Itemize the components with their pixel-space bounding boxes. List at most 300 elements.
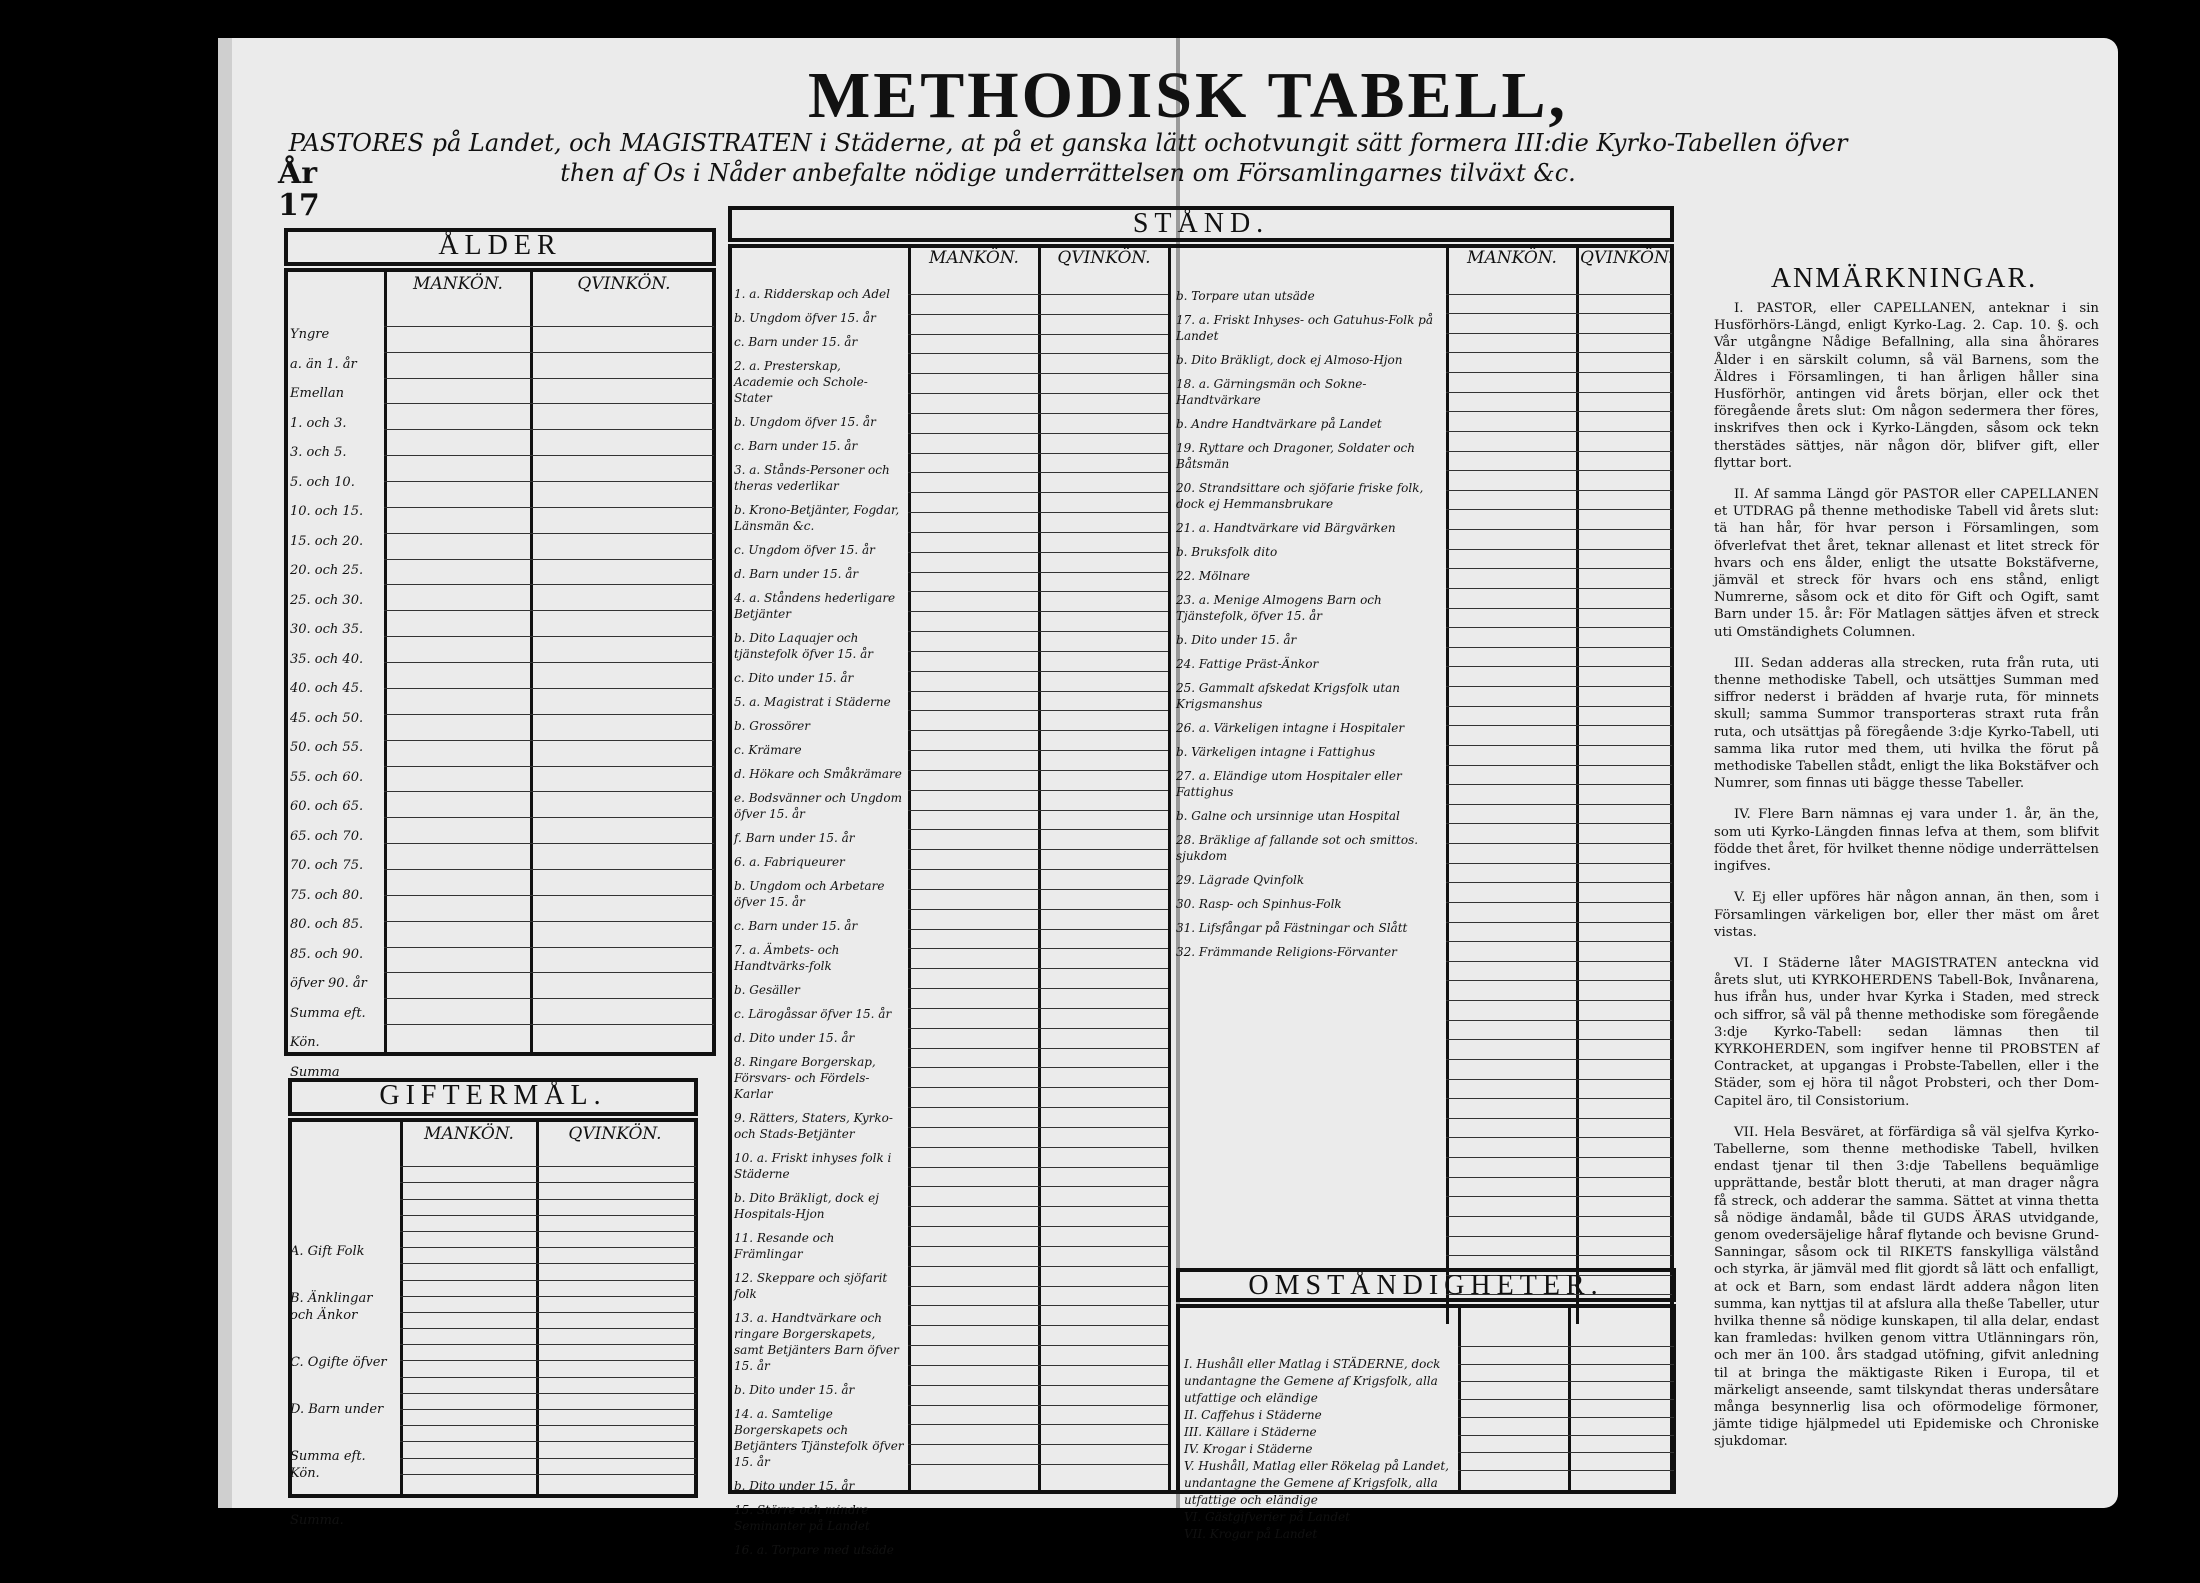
stand-row-label: 7. a. Ämbets- och Handtvärks-folk xyxy=(734,943,840,973)
grid-line xyxy=(384,714,714,715)
stand-row-label: 1. a. Ridderskap och Adel xyxy=(734,287,890,301)
stand-row-label: c. Krämare xyxy=(734,743,802,757)
gifte-row-label: Summa eft. Kön. xyxy=(290,1449,366,1481)
grid-line xyxy=(1446,1137,1672,1138)
grid-line xyxy=(400,1474,696,1475)
grid-line xyxy=(1458,1381,1674,1382)
grid-line xyxy=(400,1231,696,1232)
alder-row-label: öfver 90. år xyxy=(290,976,367,991)
page-edge xyxy=(218,38,232,1508)
grid-line xyxy=(1446,608,1672,609)
grid-line xyxy=(384,972,714,973)
grid-line xyxy=(384,662,714,663)
grid-line xyxy=(908,393,1168,394)
grid-line xyxy=(908,750,1168,751)
document-page xyxy=(218,38,2118,1557)
grid-line xyxy=(1446,490,1672,491)
alder-col-male: MANKÖN. xyxy=(413,274,503,294)
stand-row-label: 13. a. Handtvärkare och ringare Borgerskapets, samt Betjänters Barn öfver 15. år xyxy=(734,1311,899,1373)
grid-line xyxy=(400,1247,696,1248)
alder-row-label: 10. och 15. xyxy=(290,504,364,519)
grid-line xyxy=(1446,666,1672,667)
gifte-col-female: QVINKÖN. xyxy=(568,1124,662,1144)
gifte-row-label: C. Ogifte öfver xyxy=(290,1355,387,1370)
stand-col-female-left: QVINKÖN. xyxy=(1057,248,1151,268)
grid-line xyxy=(1446,941,1672,942)
grid-line xyxy=(908,453,1168,454)
grid-line xyxy=(1446,392,1672,393)
stand-row-label: b. Värkeligen intagne i Fattighus xyxy=(1176,745,1376,759)
grid-line xyxy=(908,849,1168,850)
omst-row-label: III. Källare i Städerne xyxy=(1184,1425,1317,1439)
grid-line xyxy=(1458,1435,1674,1436)
stand-row-label: 32. Främmande Religions-Förvanter xyxy=(1176,945,1397,959)
grid-line xyxy=(1446,647,1672,648)
grid-line xyxy=(908,1385,1168,1386)
grid-line xyxy=(384,869,714,870)
grid-line xyxy=(1446,863,1672,864)
stand-row-label: 10. a. Friskt inhyses folk i Städerne xyxy=(734,1151,892,1181)
grid-line xyxy=(908,1305,1168,1306)
stand-row-label: 29. Lägrade Qvinfolk xyxy=(1176,873,1305,887)
note-paragraph: II. Af samma Längd gör PASTOR eller CAPELLANEN et UTDRAG på thenne methodiske Tabell vid årets slut: tä han hår, för hvar person i Församlingen, som öfverlefvat thet året, teknar allenast et litet streck för hvars och ens ålder, enligt the utsatte Bokstäfverne, jämväl et streck för hvars och ens stånd, enligt Numrerne, såsom ock et dito för Gift och Ogift, samt Barn under 15. år: För Matlagen sättjes äfven et streck uti Omständighets Columnen. xyxy=(1714,487,2099,640)
gifte-grid xyxy=(400,1150,696,1490)
grid-line xyxy=(908,1325,1168,1326)
note-paragraph: I. PASTOR, eller CAPELLANEN, anteknar i sin Husförhörs-Längd, enligt Kyrko-Lag. 2. Cap. 10. §. och Vår utgångne Nådige Befallning, alla sina åhörares Ålder i en särskilt column, så väl Barnens, som the Äldres i Församlingen, ti han årligen håller sina Husförhör, antingen vid årets början, eller ock thet föregående årets slut: Om någon sedermera ther föres, inskrifves then ock i Kyrko-Längden, såsom ock tekn therstädes sättjes, när någon dör, blifver gift, eller flyttar bort. xyxy=(1714,301,2099,471)
stand-row-label: 20. Strandsittare och sjöfarie friske folk, dock ej Hemmansbrukare xyxy=(1176,481,1424,511)
grid-line xyxy=(908,1424,1168,1425)
grid-line xyxy=(908,730,1168,731)
stand-row-label: 2. a. Presterskap, Academie och Schole-Stater xyxy=(734,359,868,405)
stand-row-label: 16. a. Torpare med utsäde xyxy=(734,1543,894,1557)
grid-line xyxy=(908,1127,1168,1128)
grid-line xyxy=(908,512,1168,513)
grid-line xyxy=(1446,470,1672,471)
grid-line xyxy=(1446,1177,1672,1178)
alder-row-label: 35. och 40. xyxy=(290,651,364,667)
grid-line xyxy=(1446,1118,1672,1119)
stand-row-label: d. Hökare och Småkrämare xyxy=(734,767,902,781)
grid-line xyxy=(384,455,714,456)
stand-row-label: c. Lärogåssar öfver 15. år xyxy=(734,1007,892,1021)
grid-line xyxy=(400,1344,696,1345)
grid-line xyxy=(384,481,714,482)
grid-line xyxy=(908,1444,1168,1445)
grid-line xyxy=(908,1226,1168,1227)
grid-line xyxy=(400,1360,696,1361)
alder-row-label: 50. och 55. xyxy=(290,740,364,755)
grid-line xyxy=(1446,706,1672,707)
gifte-row-label: B. Änklingar och Änkor xyxy=(290,1291,373,1323)
grid-line xyxy=(384,403,714,404)
grid-line xyxy=(400,1458,696,1459)
stand-row-label: b. Ungdom öfver 15. år xyxy=(734,311,876,325)
stand-row-label: b. Dito under 15. år xyxy=(734,1479,855,1493)
grid-line xyxy=(1458,1470,1674,1471)
grid-line xyxy=(1446,431,1672,432)
stand-row-label: b. Ungdom öfver 15. år xyxy=(734,415,876,429)
grid-line xyxy=(400,1215,696,1216)
grid-line xyxy=(1446,1236,1672,1237)
grid-line xyxy=(384,740,714,741)
grid-line xyxy=(400,1199,696,1200)
grid-line xyxy=(1446,686,1672,687)
grid-line xyxy=(908,1008,1168,1009)
stand-row-label: 3. a. Stånds-Personer och theras vederlikar xyxy=(734,463,890,493)
stand-grid-right xyxy=(1446,274,1672,1314)
alder-row-label: 15. och 20. xyxy=(290,533,364,549)
grid-line xyxy=(1446,529,1672,530)
grid-line xyxy=(400,1328,696,1329)
grid-line xyxy=(1458,1452,1674,1453)
grid-line xyxy=(908,373,1168,374)
grid-line xyxy=(1446,313,1672,314)
grid-line xyxy=(384,584,714,585)
grid-line xyxy=(384,766,714,767)
year-value: 17 xyxy=(278,188,320,223)
grid-line xyxy=(1446,1196,1672,1197)
grid-line xyxy=(1446,1098,1672,1099)
stand-row-label: 9. Rätters, Staters, Kyrko- och Stads-Betjänter xyxy=(734,1111,893,1141)
grid-line xyxy=(1446,980,1672,981)
grid-line xyxy=(908,314,1168,315)
grid-line xyxy=(1446,627,1672,628)
grid-line xyxy=(1446,549,1672,550)
alder-row-label: 75. och 80. xyxy=(290,887,364,903)
omst-row-label: II. Caffehus i Städerne xyxy=(1184,1408,1322,1422)
grid-line xyxy=(384,378,714,379)
stand-row-label: 14. a. Samtelige Borgerskapets och Betjänters Tjänstefolk öfver 15. år xyxy=(734,1407,904,1469)
alder-row-label: 55. och 60. xyxy=(290,769,364,785)
grid-line xyxy=(384,947,714,948)
grid-line xyxy=(908,1206,1168,1207)
grid-line xyxy=(908,492,1168,493)
stand-row-label: b. Dito Bräkligt, dock ej Almoso-Hjon xyxy=(1176,353,1403,367)
grid-line xyxy=(908,1345,1168,1346)
grid-line xyxy=(908,294,1168,295)
stand-title: STÅND. xyxy=(1132,208,1270,239)
grid-line xyxy=(908,929,1168,930)
note-paragraph: III. Sedan adderas alla strecken, ruta från ruta, uti thenne methodiske Tabell, och utsättjes Summan med siffror nederst i brädden af hvarje ruta, för minnets skull; samma Summor transporteras straxt ruta från ruta, och utsättjas på föregående 3:dje Kyrko-Tabell, uti samma lika rutor med them, uti hvilka the förut på methodiske Tabellen stådt, enligt the lika Bokstäfver och Numrer, som finnas uti bägge thesse Tabeller. xyxy=(1714,655,2099,792)
stand-row-label: 27. a. Eländige utom Hospitaler eller Fattighus xyxy=(1176,769,1402,799)
stand-row-label: 8. Ringare Borgerskap, Försvars- och Fördels-Karlar xyxy=(734,1055,876,1101)
grid-line xyxy=(1446,352,1672,353)
grid-line xyxy=(908,413,1168,414)
grid-line xyxy=(400,1166,696,1167)
omst-row-label: V. Hushåll, Matlag eller Rökelag på Landet, undantagne the Gemene af Krigsfolk, alla utfattige och eländige xyxy=(1184,1459,1449,1507)
stand-row-label: b. Dito under 15. år xyxy=(1176,633,1297,647)
stand-divider xyxy=(1168,244,1171,1494)
grid-line xyxy=(908,909,1168,910)
grid-line xyxy=(1446,843,1672,844)
alder-row-label: 20. och 25. xyxy=(290,563,364,578)
grid-line xyxy=(384,533,714,534)
grid-line xyxy=(1446,1216,1672,1217)
gifte-row-label: A. Gift Folk xyxy=(290,1244,365,1259)
alder-row-label: 40. och 45. xyxy=(290,681,364,696)
grid-line xyxy=(384,610,714,611)
grid-line xyxy=(1446,333,1672,334)
alder-row-label: 25. och 30. xyxy=(290,592,364,608)
omst-row-labels xyxy=(1184,1356,1454,1543)
grid-line xyxy=(400,1393,696,1394)
stand-row-label: 26. a. Värkeligen intagne i Hospitaler xyxy=(1176,721,1405,735)
grid-line xyxy=(1446,804,1672,805)
grid-line xyxy=(1458,1364,1674,1365)
grid-line xyxy=(908,1405,1168,1406)
grid-line xyxy=(1446,294,1672,295)
grid-line xyxy=(400,1182,696,1183)
stand-row-label: 5. a. Magistrat i Städerne xyxy=(734,695,891,709)
stand-row-label: 22. Mölnare xyxy=(1176,569,1250,583)
grid-line xyxy=(908,1087,1168,1088)
grid-line xyxy=(908,710,1168,711)
stand-row-label: f. Barn under 15. år xyxy=(734,831,855,845)
grid-line xyxy=(908,1246,1168,1247)
grid-line xyxy=(908,472,1168,473)
grid-line xyxy=(1446,745,1672,746)
grid-line xyxy=(1446,823,1672,824)
stand-row-label: 21. a. Handtvärkare vid Bärgvärken xyxy=(1176,521,1396,535)
grid-line xyxy=(1446,568,1672,569)
grid-line xyxy=(908,691,1168,692)
alder-row-label: 5. och 10. xyxy=(290,474,355,490)
grid-line xyxy=(908,631,1168,632)
grid-line xyxy=(384,921,714,922)
grid-line xyxy=(400,1409,696,1410)
grid-line xyxy=(384,559,714,560)
grid-line xyxy=(400,1280,696,1281)
stand-row-label: b. Krono-Betjänter, Fogdar, Länsmän &c. xyxy=(734,503,900,533)
stand-grid-left xyxy=(908,274,1168,1484)
grid-line xyxy=(1446,509,1672,510)
alder-row-label: Summa eft. Kön. xyxy=(290,1005,366,1050)
stand-row-label: 30. Rasp- och Spinhus-Folk xyxy=(1176,897,1342,911)
stand-row-label: d. Barn under 15. år xyxy=(734,567,859,581)
stand-col-male-left: MANKÖN. xyxy=(929,248,1019,268)
stand-row-label: b. Ungdom och Arbetare öfver 15. år xyxy=(734,879,885,909)
stand-row-label: d. Dito under 15. år xyxy=(734,1031,855,1045)
grid-line xyxy=(384,688,714,689)
grid-line xyxy=(1446,902,1672,903)
alder-row-label: a. än 1. år xyxy=(290,356,357,372)
stand-row-label: b. Gesäller xyxy=(734,983,800,997)
grid-line xyxy=(400,1441,696,1442)
grid-line xyxy=(908,1286,1168,1287)
grid-line xyxy=(908,1464,1168,1465)
stand-col-female-right: QVINKÖN. xyxy=(1580,248,1674,268)
grid-line xyxy=(908,671,1168,672)
note-paragraph: IV. Flere Barn nämnas ej vara under 1. år, än the, som uti Kyrko-Längden finnas lefva at them, som blifvit födde thet året, för hvilket thenne nödige underrättelsen ingifves. xyxy=(1714,807,2099,875)
gifte-col-male: MANKÖN. xyxy=(424,1124,514,1144)
grid-line xyxy=(384,507,714,508)
grid-line xyxy=(1446,784,1672,785)
stand-row-label: 19. Ryttare och Dragoner, Soldater och Båtsmän xyxy=(1176,441,1416,471)
grid-line xyxy=(908,948,1168,949)
alder-grid xyxy=(384,300,714,1050)
stand-row-label: c. Barn under 15. år xyxy=(734,919,858,933)
grid-line xyxy=(1446,725,1672,726)
stand-row-label: 25. Gammalt afskedat Krigsfolk utan Krigsmanshus xyxy=(1176,681,1401,711)
grid-line xyxy=(908,1048,1168,1049)
alder-col-female: QVINKÖN. xyxy=(577,274,671,294)
grid-line xyxy=(1446,451,1672,452)
stand-row-label: 24. Fattige Präst-Änkor xyxy=(1176,657,1319,671)
grid-line xyxy=(1446,922,1672,923)
grid-line xyxy=(1446,1000,1672,1001)
gifte-row-labels xyxy=(290,1243,390,1559)
grid-line xyxy=(908,790,1168,791)
stand-row-label: 31. Lifsfångar på Fästningar och Slått xyxy=(1176,921,1408,935)
stand-row-label: b. Andre Handtvärkare på Landet xyxy=(1176,417,1382,431)
grid-line xyxy=(908,1028,1168,1029)
stand-row-label: 28. Bräklige af fallande sot och smittos. sjukdom xyxy=(1176,833,1419,863)
omst-row-label: IV. Krogar i Städerne xyxy=(1184,1442,1313,1456)
stand-row-label: b. Bruksfolk dito xyxy=(1176,545,1278,559)
grid-line xyxy=(1446,882,1672,883)
grid-line xyxy=(908,591,1168,592)
stand-row-label: b. Galne och ursinnige utan Hospital xyxy=(1176,809,1400,823)
stand-row-label: 18. a. Gärningsmän och Sokne-Handtvärkare xyxy=(1176,377,1367,407)
stand-row-label: c. Dito under 15. år xyxy=(734,671,854,685)
alder-row-label: 45. och 50. xyxy=(290,710,364,726)
grid-line xyxy=(908,611,1168,612)
stand-row-label: c. Ungdom öfver 15. år xyxy=(734,543,875,557)
grid-line xyxy=(384,429,714,430)
grid-line xyxy=(908,334,1168,335)
year-label: År xyxy=(278,156,318,191)
alder-row-label: 30. och 35. xyxy=(290,622,364,637)
stand-row-label: c. Barn under 15. år xyxy=(734,439,858,453)
grid-line xyxy=(908,1266,1168,1267)
stand-row-label: 4. a. Ståndens hederligare Betjänter xyxy=(734,591,896,621)
grid-line xyxy=(908,572,1168,573)
note-paragraph: VI. I Städerne låter MAGISTRATEN anteckna vid årets slut, uti KYRKOHERDENS Tabell-Bok, Invånarena, hus ifrån hus, under hvar Kyrka i Staden, med streck och siffror, så väl på thenne methodiske som föregående 3:dje Kyrko-Tabell: sedan lämnas then til KYRKOHERDEN, som ingifver henne til PROBSTEN af Contracket, at upgangas i Probste-Tabellen, eller i the Städer, som ej höra til något Probsteri, och ther Dom-Capitel äro, til Consistorium. xyxy=(1714,955,2099,1109)
alder-row-label: 60. och 65. xyxy=(290,799,364,814)
grid-line xyxy=(908,988,1168,989)
grid-line xyxy=(1458,1399,1674,1400)
grid-line xyxy=(1446,1059,1672,1060)
stand-row-label: b. Dito Bräkligt, dock ej Hospitals-Hjon xyxy=(734,1191,879,1221)
stand-row-label: 6. a. Fabriqueurer xyxy=(734,855,845,869)
grid-line xyxy=(908,810,1168,811)
grid-line xyxy=(908,869,1168,870)
stand-row-label: b. Torpare utan utsäde xyxy=(1176,289,1315,303)
grid-line xyxy=(1446,961,1672,962)
grid-line xyxy=(908,1067,1168,1068)
grid-line xyxy=(400,1425,696,1426)
omst-row-label: I. Hushåll eller Matlag i STÄDERNE, dock undantagne the Gemene af Krigsfolk, alla utfattige och eländige xyxy=(1184,1357,1441,1405)
alder-row-label: 3. och 5. xyxy=(290,445,347,460)
alder-title: ÅLDER xyxy=(438,230,562,261)
stand-row-label: c. Barn under 15. år xyxy=(734,335,858,349)
alder-row-label: 70. och 75. xyxy=(290,858,364,873)
gifte-title: GIFTERMÅL. xyxy=(379,1080,607,1111)
grid-line xyxy=(384,352,714,353)
grid-line xyxy=(908,353,1168,354)
grid-line xyxy=(400,1296,696,1297)
stand-row-label: b. Dito Laquajer och tjänstefolk öfver 15. år xyxy=(734,631,873,661)
omst-row-label: VI. Gästgifverier på Landet xyxy=(1184,1510,1350,1524)
stand-row-label: 23. a. Menige Almogens Barn och Tjänstefolk, öfver 15. år xyxy=(1176,593,1382,623)
notes-body xyxy=(1714,300,2099,1465)
stand-row-label: b. Grossörer xyxy=(734,719,810,733)
document-subtitle: PASTORES på Landet, och MAGISTRATEN i Städerne, at på et ganska lätt ochotvungit sätt formera III:die Kyrko-Tabellen öfver then af Os i Nåder anbefalte nödige underrättelsen om Församlingarnes tilväxt &c. xyxy=(288,129,1848,187)
grid-line xyxy=(908,651,1168,652)
grid-line xyxy=(1458,1346,1674,1347)
alder-row-label: Yngre xyxy=(290,327,330,342)
grid-line xyxy=(1446,1020,1672,1021)
stand-col-male-right: MANKÖN. xyxy=(1467,248,1557,268)
stand-row-label: b. Dito under 15. år xyxy=(734,1383,855,1397)
notes-title: ANMÄRKNINGAR. xyxy=(1770,263,2038,294)
omst-title: OMSTÅNDIGHETER. xyxy=(1248,1270,1604,1301)
grid-line xyxy=(1446,1079,1672,1080)
grid-line xyxy=(384,895,714,896)
grid-line xyxy=(384,1024,714,1025)
grid-line xyxy=(384,998,714,999)
grid-line xyxy=(400,1263,696,1264)
stand-right-labels xyxy=(1176,288,1442,968)
grid-line xyxy=(908,1365,1168,1366)
stand-row-label: e. Bodsvänner och Ungdom öfver 15. år xyxy=(734,791,902,821)
grid-line xyxy=(1446,411,1672,412)
grid-line xyxy=(384,817,714,818)
grid-line xyxy=(384,791,714,792)
grid-line xyxy=(384,326,714,327)
gifte-row-label: D. Barn under xyxy=(290,1402,384,1417)
omst-grid xyxy=(1458,1328,1674,1488)
grid-line xyxy=(908,1147,1168,1148)
stand-row-label: 17. a. Friskt Inhyses- och Gatuhus-Folk på Landet xyxy=(1176,313,1434,343)
grid-line xyxy=(908,433,1168,434)
grid-line xyxy=(908,1167,1168,1168)
stand-row-label: 12. Skeppare och sjöfarit folk xyxy=(734,1271,888,1301)
grid-line xyxy=(908,770,1168,771)
year-block xyxy=(278,158,320,222)
gifte-row-label: Summa. xyxy=(290,1513,344,1528)
grid-line xyxy=(1446,1255,1672,1256)
grid-line xyxy=(400,1377,696,1378)
grid-line xyxy=(1446,1157,1672,1158)
grid-line xyxy=(908,829,1168,830)
note-paragraph: VII. Hela Besväret, at förfärdiga så väl sjelfva Kyrko-Tabellerne, som thenne methodiske Tabell, hvilken endast tjenar til then 3:dje Tabellens bequämlige upprättande, består blott theruti, at man drager några få streck, och adderar the samma. Sättet at vinna thetta så nödige ändamål, både til GUDS ÄRAS utvidgande, genom ovedersäjelige håraf flytande och bevisne Grund-Sanningar, såsom ock til RIKETS fanskylliga välstånd och styrka, är jämväl med flit gjordt så lätt och enfalligt, at ock et Barn, som endast lärdt addera någon liten summa, kan nyttjas til at afslura alla theße Tabeller, utur hvilka thenne så nödige kunskapen, til alla delar, endast kan framledas: hvilken genom vittra Utlänningars rön, och mer än 100. års stadgad utöfning, gifvit anledning til at bringa the mäktigaste Riken i Europa, til et märkeligt anseende, samt tilskyndat theras undersåtare många besynnerlig lisa och oförmodelige förmoner, jämte tidige hjälpmedel uti Epidemiske och Chroniske sjukdomar. xyxy=(1714,1124,2099,1450)
stand-row-label: 15. Större och mindre Seminanter på Landet xyxy=(734,1503,870,1533)
grid-line xyxy=(1446,588,1672,589)
grid-line xyxy=(1446,1039,1672,1040)
alder-row-labels xyxy=(290,320,380,1087)
document-title: METHODISK TABELL, xyxy=(807,59,1569,132)
alder-row-label: 80. och 85. xyxy=(290,917,364,932)
alder-row-label: 85. och 90. xyxy=(290,946,364,962)
alder-row-label: 1. och 3. xyxy=(290,415,347,431)
grid-line xyxy=(908,889,1168,890)
alder-row-label: Summa xyxy=(290,1064,340,1080)
grid-line xyxy=(1446,765,1672,766)
grid-line xyxy=(908,532,1168,533)
grid-line xyxy=(908,1186,1168,1187)
grid-line xyxy=(384,843,714,844)
alder-row-label: 65. och 70. xyxy=(290,828,364,844)
alder-row-label: Emellan xyxy=(290,386,344,401)
grid-line xyxy=(384,636,714,637)
grid-line xyxy=(1458,1417,1674,1418)
note-paragraph: V. Ej eller upföres här någon annan, än then, som i Församlingen värkeligen bor, eller ther mäst om året vistas. xyxy=(1714,890,2099,940)
stand-row-label: 11. Resande och Främlingar xyxy=(734,1231,835,1261)
omst-row-label: VII. Krogar på Landet xyxy=(1184,1527,1318,1541)
grid-line xyxy=(908,552,1168,553)
grid-line xyxy=(908,1107,1168,1108)
